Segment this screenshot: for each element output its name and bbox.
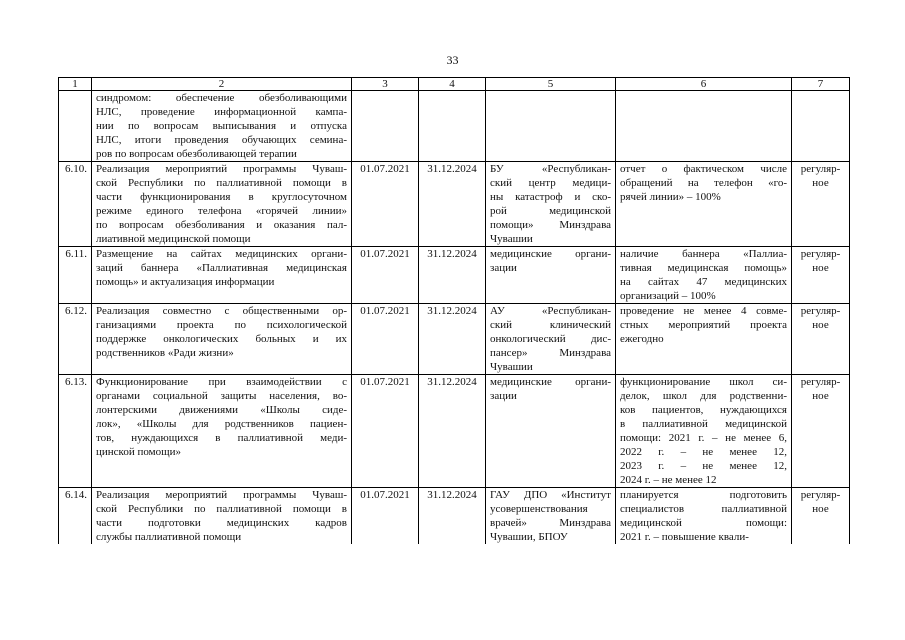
cell-line: специалистов паллиативной <box>620 503 787 515</box>
cell-line: помощь» и актуализация информации <box>96 276 275 288</box>
executor <box>486 247 616 304</box>
table-row <box>59 304 850 375</box>
periodicity <box>792 247 850 304</box>
cell-line: регуляр- <box>800 248 841 260</box>
measure-description <box>92 247 352 304</box>
cell-line: поддержке онкологических больных и их <box>96 333 347 345</box>
start-date: 01.07.2021 <box>352 488 419 545</box>
cell-line: родственников «Ради жизни» <box>96 347 234 359</box>
cell-line: регуляр- <box>800 489 841 501</box>
cell-line: на сайтах 47 медицинских <box>620 276 787 288</box>
column-number: 3 <box>352 78 419 91</box>
cell-line: АУ «Республикан- <box>490 305 611 317</box>
cell-line: ской Республики по паллиативной помощи в <box>96 503 347 515</box>
periodicity <box>792 375 850 488</box>
cell-line: организаций – 100% <box>620 290 716 302</box>
cell-line: тивная медицинская помощь» <box>620 262 787 274</box>
periodicity <box>792 304 850 375</box>
cell-line: синдромом: обеспечение обезболивающими <box>96 92 347 104</box>
item-number: 6.13. <box>59 375 92 488</box>
end-date: 31.12.2024 <box>419 375 486 488</box>
item-number: 6.10. <box>59 162 92 247</box>
cell-line: помощи» Минздрава <box>490 219 611 231</box>
cell-line: лонтерскими движениями «Школы сиде- <box>96 404 347 416</box>
start-date: 01.07.2021 <box>352 304 419 375</box>
cell-line: Реализация мероприятий программы Чуваш- <box>96 163 347 175</box>
cell-line: ской Республики по паллиативной помощи в <box>96 177 347 189</box>
cell-line: усовершенствования <box>490 503 588 515</box>
cell-line: регуляр- <box>800 163 841 175</box>
cell-line: Чувашии, БПОУ <box>490 531 568 543</box>
cell-line: ганизациями проекта по психологической <box>96 319 347 331</box>
end-date <box>419 91 486 162</box>
cell-line: ное <box>812 319 829 331</box>
cell-line: Чувашии <box>490 233 533 245</box>
cell-line: по вопросам обезболивания и оказания пал- <box>96 219 347 231</box>
measure-description <box>92 488 352 545</box>
periodicity <box>792 488 850 545</box>
cell-line: ский центр медици- <box>490 177 611 189</box>
item-number <box>59 91 92 162</box>
column-number: 5 <box>486 78 616 91</box>
cell-line: ежегодно <box>620 333 664 345</box>
end-date: 31.12.2024 <box>419 304 486 375</box>
cell-line: Чувашии <box>490 361 533 373</box>
measures-table <box>58 77 850 544</box>
end-date: 31.12.2024 <box>419 162 486 247</box>
table-row <box>59 488 850 545</box>
indicator <box>616 91 792 162</box>
column-number: 7 <box>792 78 850 91</box>
cell-line: 2023 г. – не менее 12, <box>620 460 787 472</box>
cell-line: органами социальной защиты населения, во- <box>96 390 347 402</box>
cell-line: медицинские органи- <box>490 376 611 388</box>
executor <box>486 91 616 162</box>
cell-line: регуляр- <box>800 376 841 388</box>
cell-line: отчет о фактическом числе <box>620 163 787 175</box>
table-body <box>59 91 850 545</box>
cell-line: проведение не менее 4 совме- <box>620 305 787 317</box>
cell-line: части подготовки медицинских кадров <box>96 517 347 529</box>
cell-line: Реализация мероприятий программы Чуваш- <box>96 489 347 501</box>
measure-description <box>92 162 352 247</box>
indicator <box>616 488 792 545</box>
cell-line: ков пациентов, нуждающихся <box>620 404 787 416</box>
cell-line: 2022 г. – не менее 12, <box>620 446 787 458</box>
column-number: 2 <box>92 78 352 91</box>
cell-line: Размещение на сайтах медицинских органи- <box>96 248 347 260</box>
cell-line: обращений на телефон «го- <box>620 177 787 189</box>
cell-line: службы паллиативной помощи <box>96 531 242 543</box>
item-number: 6.11. <box>59 247 92 304</box>
cell-line: БУ «Республикан- <box>490 163 611 175</box>
cell-line: врачей» Минздрава <box>490 517 611 529</box>
page-number: 33 <box>446 53 459 67</box>
start-date <box>352 91 419 162</box>
cell-line: медицинские органи- <box>490 248 611 260</box>
executor <box>486 162 616 247</box>
cell-line: НЛС, проведение информационной кампа- <box>96 106 347 118</box>
cell-line: тов, нуждающихся в паллиативной меди- <box>96 432 347 444</box>
column-number: 6 <box>616 78 792 91</box>
start-date: 01.07.2021 <box>352 247 419 304</box>
cell-line: пансер» Минздрава <box>490 347 611 359</box>
cell-line: ГАУ ДПО «Институт <box>490 489 611 501</box>
end-date: 31.12.2024 <box>419 247 486 304</box>
table-row <box>59 247 850 304</box>
cell-line: функционирование школ си- <box>620 376 787 388</box>
cell-line: лок», «Школы для родственников пациен- <box>96 418 347 430</box>
measure-description <box>92 375 352 488</box>
cell-line: ное <box>812 177 829 189</box>
cell-line: Функционирование при взаимодействии с <box>96 376 347 388</box>
table-row <box>59 91 850 162</box>
cell-line: зации <box>490 262 517 274</box>
cell-line: режиме единого телефона «горячей линии» <box>96 205 347 217</box>
cell-line: планируется подготовить <box>620 489 787 501</box>
cell-line: НЛС, итоги проведения обучающих семина- <box>96 134 347 146</box>
cell-line: помощи: 2021 г. – не менее 6, <box>620 432 787 444</box>
cell-line: ский клинический <box>490 319 611 331</box>
cell-line: ное <box>812 503 829 515</box>
item-number: 6.12. <box>59 304 92 375</box>
end-date: 31.12.2024 <box>419 488 486 545</box>
cell-line: заций баннера «Паллиативная медицинская <box>96 262 347 274</box>
measure-description <box>92 304 352 375</box>
cell-line: цинской помощи» <box>96 446 181 458</box>
indicator <box>616 375 792 488</box>
column-number: 1 <box>59 78 92 91</box>
cell-line: онкологический дис- <box>490 333 611 345</box>
cell-line: части функционирования в круглосуточном <box>96 191 347 203</box>
cell-line: лиативной медицинской помощи <box>96 233 251 245</box>
cell-line: регуляр- <box>800 305 841 317</box>
executor <box>486 488 616 545</box>
cell-line: рой медицинской <box>490 205 611 217</box>
cell-line: Реализация совместно с общественными ор- <box>96 305 347 317</box>
cell-line: медицинской помощи: <box>620 517 787 529</box>
cell-line: в паллиативной медицинской <box>620 418 787 430</box>
column-number-row <box>59 78 850 91</box>
item-number: 6.14. <box>59 488 92 545</box>
periodicity <box>792 162 850 247</box>
cell-line: наличие баннера «Паллиа- <box>620 248 787 260</box>
cell-line: рячей линии» – 100% <box>620 191 721 203</box>
start-date: 01.07.2021 <box>352 375 419 488</box>
executor <box>486 375 616 488</box>
cell-line: делок, школ для родственни- <box>620 390 787 402</box>
periodicity <box>792 91 850 162</box>
cell-line: ное <box>812 262 829 274</box>
cell-line: нии по вопросам выписывания и отпуска <box>96 120 347 132</box>
start-date: 01.07.2021 <box>352 162 419 247</box>
cell-line: стных мероприятий проекта <box>620 319 787 331</box>
cell-line: ное <box>812 390 829 402</box>
table-row <box>59 375 850 488</box>
indicator <box>616 304 792 375</box>
indicator <box>616 247 792 304</box>
column-number: 4 <box>419 78 486 91</box>
table-row <box>59 162 850 247</box>
cell-line: ров по вопросам обезболивающей терапии <box>96 148 297 160</box>
cell-line: зации <box>490 390 517 402</box>
cell-line: 2024 г. – не менее 12 <box>620 474 717 486</box>
cell-line: ны катастроф и ско- <box>490 191 611 203</box>
cell-line: 2021 г. – повышение квали- <box>620 531 749 543</box>
indicator <box>616 162 792 247</box>
measure-description <box>92 91 352 162</box>
executor <box>486 304 616 375</box>
